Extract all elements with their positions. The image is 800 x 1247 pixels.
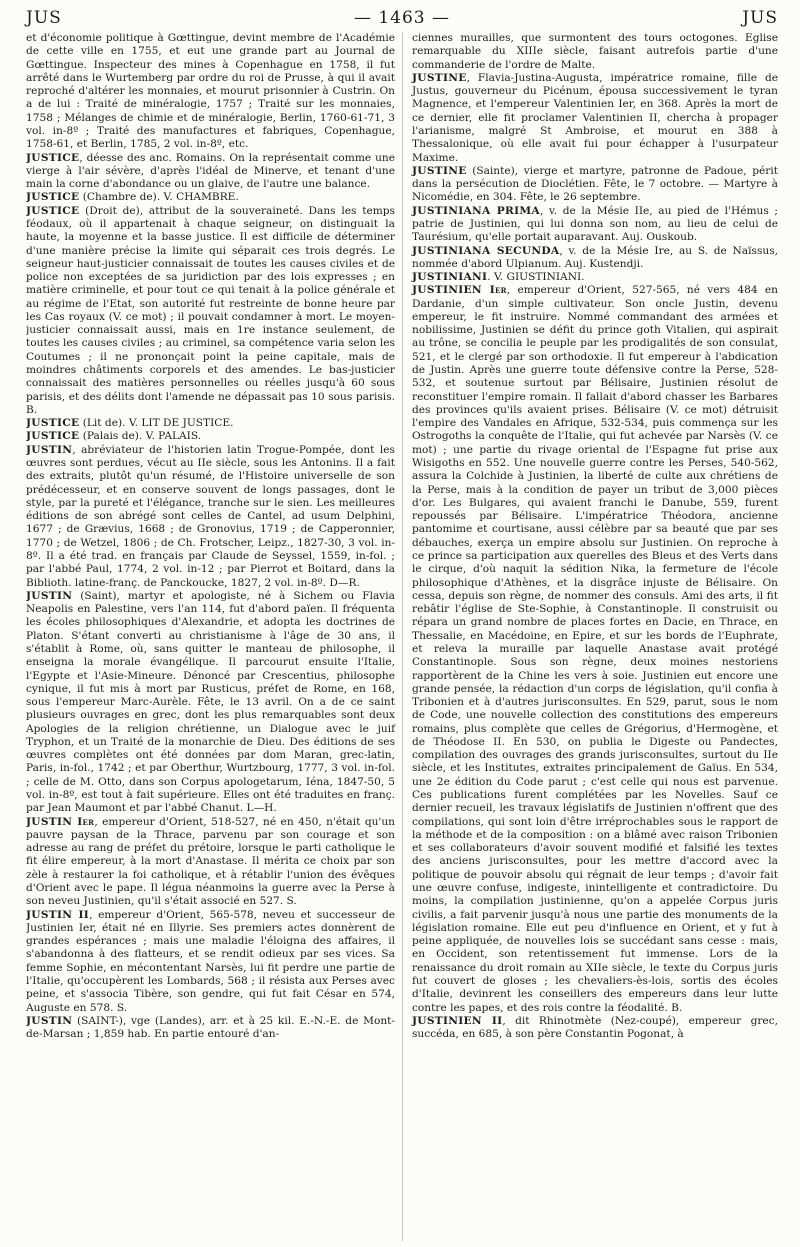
dictionary-entry	[26, 430, 395, 443]
entry-continuation	[412, 32, 778, 72]
dictionary-entry	[412, 245, 778, 272]
entry-text: (Palais de). V. PALAIS.	[79, 430, 202, 443]
dictionary-entry	[412, 72, 778, 165]
running-head-right: JUS	[742, 8, 778, 28]
entry-headword: JUSTICE	[26, 417, 80, 430]
dictionary-entry	[26, 191, 395, 204]
entry-headword: JUSTIN	[26, 589, 73, 602]
entry-headword: JUSTINE	[412, 71, 467, 84]
dictionary-entry	[26, 444, 395, 590]
entry-text: (Lit de). V. LIT DE JUSTICE.	[79, 417, 234, 430]
text-columns	[26, 32, 778, 1241]
entry-headword: JUSTINIEN II	[412, 1014, 503, 1027]
entry-text: ciennes murailles, que surmontent des tours octogones. Eglise remarquable du XIIIe siècle, faisant autrefois partie d'une commanderie de l'ordre de Malte.	[412, 32, 778, 71]
running-head-left: JUS	[26, 8, 62, 28]
entry-text: et d'économie politique à Gœttingue, devint membre de l'Académie de cette ville en 1755, et eut une grande part au Journal de Gœttingue. Inspecteur des mines à Copenhague en 1758, il fut arrêté dans le Wurtemberg par ordre du roi de Prusse, à qui il avait reproché d'altérer les monnaies, et mourut prisonnier à Custrin. On a de lui : Traité de minéralogie, 1757 ; Traité sur les monnaies, 1758 ; Mélanges de chimie et de minéralogie, Berlin, 1760-61-71, 3 vol. in-8º ; Traité des manufactures et fabriques, Copenhague, 1758-61, et Berlin, 1785, 2 vol. in-8º, etc.	[26, 32, 395, 151]
entry-headword: JUSTINE	[412, 164, 467, 177]
entry-headword: JUSTICE	[26, 191, 80, 204]
entry-text: (Chambre de). V. CHAMBRE.	[79, 191, 239, 204]
dictionary-entry	[412, 271, 778, 284]
entry-continuation	[26, 32, 395, 152]
right-column	[402, 32, 778, 1241]
entry-text: (Sainte), vierge et martyre, patronne de Padoue, périt dans la persécution de Dioclétien. Fête, le 7 octobre. — Martyre à Nicomédie, en 304. Fête, le 26 septembre.	[412, 164, 778, 204]
entry-text: , v. de la Mésie Ire, au S. de Naïssus, nommée d'abord Ulpianum. Auj. Kustendji.	[412, 244, 778, 270]
entry-text: , v. de la Mésie IIe, au pied de l'Hémus ; patrie de Justinien, qui lui donna son nom, au lieu de celui de Taurésium, qu'elle portait auparavant. Auj. Ouskoub.	[412, 204, 778, 244]
entry-headword: JUSTINIANA SECUNDA	[412, 244, 560, 257]
page-header	[26, 8, 778, 32]
page-number: — 1463 —	[353, 8, 451, 28]
dictionary-entry	[412, 205, 778, 245]
dictionary-entry	[412, 1015, 778, 1042]
left-column	[26, 32, 402, 1241]
entry-text: , dit Rhinotmète (Nez-coupé), empereur grec, succéda, en 685, à son père Constantin Pogonat, à	[412, 1014, 778, 1041]
entry-text: (Droit de), attribut de la souveraineté. Dans les temps féodaux, où il appartenait à chaque seigneur, on distinguait la haute, la moyenne et la basse justice. Il est difficile de déterminer d'une manière précise la limite qui séparait ces trois degrés. Le seigneur haut-justicier connaissait de toutes les causes civiles et de police non exceptées de sa juridiction par des lois expresses ; en matière criminelle, et pour tout ce qui tenait à la police générale et au régime de l'Etat, son autorité fut restreinte de bonne heure par les Cas royaux (V. ce mot) ; il pouvait condamner à mort. Le moyen-justicier connaissait aussi, mais en 1re instance seulement, de toutes les causes civiles ; au criminel, sa compétence varia selon les Coutumes ; il ne prononçait point la peine capitale, mais de moindres châtiments corporels et des amendes. Le bas-justicier connaissait des matières personnelles ou réelles jusqu'à 60 sous parisis, et des délits dont l'amende ne dépassait pas 10 sous parisis. B.	[26, 204, 395, 416]
dictionary-entry	[412, 165, 778, 205]
entry-headword: JUSTIN	[26, 443, 73, 456]
entry-headword: JUSTICE	[26, 430, 80, 443]
entry-headword: JUSTIN Ier	[26, 815, 95, 828]
entry-headword: JUSTINIEN Ier	[412, 284, 507, 297]
entry-text: , empereur d'Orient, 527-565, né vers 484 en Dardanie, d'un simple cultivateur. Son oncle Justin, devenu empereur, le fit instruire. Nommé commandant des armées et nobilissime, Justinien se défit du prince goth Vitalien, qui aspirait au trône, se concilia le peuple par les prodigalités de son consulat, 521, et le clergé par son orthodoxie. Il fut empereur à l'abdication de Justin. Après une guerre toute défensive contre la Perse, 528-532, et soutenue surtout par Bélisaire, Justinien résolut de reconstituer l'empire romain. Il fallait d'abord chasser les Barbares des provinces qu'ils avaient prises. Bélisaire (V. ce mot) détruisit l'empire des Vandales en Afrique, 532-534, puis commença sur les Ostrogoths la conquête de l'Italie, qui fut achevée par Narsès (V. ce mot) ; une partie du rivage oriental de l'Espagne fut prise aux Wisigoths en 552. Une nouvelle guerre contre les Perses, 540-562, assura la Colchide à Justinien, la liberté de culte aux chrétiens de la Perse, mais à la condition de payer un tribut de 3,000 pièces d'or. Les Bulgares, qui avaient franchi le Danube, 559, furent repoussés par Bélisaire. L'impératrice Théodora, ancienne pantomime et courtisane, aussi célèbre par sa beauté que par ses débauches, exerça un empire absolu sur Justinien. On reproche à ce prince sa participation aux querelles des Bleus et des Verts dans le cirque, d'où naquit la sédition Nika, la fermeture de l'école philosophique d'Athènes, et la disgrâce injuste de Bélisaire. On cessa, depuis son règne, de nommer des consuls. Ami des arts, il fit rebâtir l'église de Ste-Sophie, à Constantinople. Il construisit ou répara un grand nombre de places fortes en Dacie, en Thrace, en Thessalie, en Macédoine, en Epire, et sur les bords de l'Euphrate, et releva la muraille par laquelle Anastase avait protégé Constantinople. Sous son règne, deux moines nestoriens rapportèrent de la Chine les vers à soie. Justinien eut encore une grande pensée, la rédaction d'un corps de législation, qu'il confia à Tribonien et à d'autres jurisconsultes. En 529, parut, sous le nom de Code, une nouvelle collection des constitutions des empereurs romains, plus complète que celles de Grégorius, d'Hermogène, et de Théodose II. En 530, on publia le Digeste ou Pandectes, compilation des ouvrages des grands jurisconsultes, surtout du IIe siècle, et les Institutes, extraites principalement de Gaïus. En 534, une 2e édition du Code parut ; c'est celle qui nous est parvenue. Ces publications furent complétées par les Novelles. Sauf ce dernier recueil, les travaux législatifs de Justinien n'offrent que des compilations, qui sont loin d'être irréprochables sous le rapport de la méthode et de la composition : on a blâmé avec raison Tribonien et ses collaborateurs d'avoir souvent modifié et falsifié les textes des anciens jurisconsultes, pour les mettre d'accord avec la politique de pouvoir absolu qui régnait de leur temps ; d'avoir fait une œuvre confuse, indigeste, inintelligente et contradictoire. Du moins, la compilation justinienne, qu'on a appelée Corpus juris civilis, a fait parvenir jusqu'à nous une partie des monuments de la législation romaine. Elle eut peu d'influence en Orient, et y fut à peine appliquée, de nouvelles lois se succédant sans cesse : mais, en Occident, son retentissement fut immense. Lors de la renaissance du droit romain au XIIe siècle, le texte du Corpus juris fut couvert de gloses ; les chevaliers-ès-lois, sortis des écoles d'Italie, devinrent les conseillers des empereurs dans leur lutte contre les papes, et des rois contre la féodalité. B.	[412, 284, 778, 1014]
dictionary-entry	[26, 909, 395, 1015]
entry-headword: JUSTINIANI	[412, 271, 488, 284]
entry-headword: JUSTINIANA PRIMA	[412, 204, 540, 217]
entry-text: . V. GIUSTINIANI.	[487, 271, 585, 284]
entry-headword: JUSTICE	[26, 204, 80, 217]
entry-text: (SAINT-), vge (Landes), arr. et à 25 kil. E.-N.-E. de Mont-de-Marsan ; 1,859 hab. En partie entouré d'an-	[26, 1014, 395, 1041]
entry-text: (Saint), martyr et apologiste, né à Sichem ou Flavia Neapolis en Palestine, vers l'an 114, fut d'abord païen. Il fréquenta les écoles philosophiques d'Alexandrie, et adopta les doctrines de Platon. S'étant converti au christianisme à l'âge de 30 ans, il s'établit à Rome, où, sans quitter le manteau de philosophe, il enseigna la morale évangélique. Il parcourut ensuite l'Italie, l'Egypte et l'Asie-Mineure. Dénoncé par Crescentius, philosophe cynique, il fut mis à mort par Rusticus, préfet de Rome, en 168, sous l'empereur Marc-Aurèle. Fête, le 13 avril. On a de ce saint plusieurs ouvrages en grec, dont les plus remarquables sont deux Apologies de la religion chrétienne, un Dialogue avec le juif Tryphon, et un Traité de la monarchie de Dieu. Des éditions de ses œuvres complètes ont été données par dom Maran, grec-latin, Paris, in-fol., 1742 ; et par Oberthur, Wurtzbourg, 1777, 3 vol. in-fol. ; celle de M. Otto, dans son Corpus apologetarum, Iéna, 1847-50, 5 vol. in-8º, est tout à fait supérieure. Elles ont été traduites en franç. par Jean Maumont et par l'abbé Chanut. L—H.	[26, 589, 395, 815]
entry-headword: JUSTIN II	[26, 908, 90, 921]
dictionary-entry	[26, 152, 395, 192]
dictionary-entry	[26, 1015, 395, 1042]
dictionary-entry	[26, 205, 395, 418]
entry-text: , déesse des anc. Romains. On la représentait comme une vierge à l'air sévère, d'après l'idéal de Minerve, et tenant d'une main la corne d'abondance ou un glaive, de l'autre une balance.	[26, 151, 395, 191]
dictionary-entry	[26, 417, 395, 430]
dictionary-entry	[26, 816, 395, 909]
dictionary-entry	[26, 590, 395, 816]
entry-text: , empereur d'Orient, 518-527, né en 450, n'était qu'un pauvre paysan de la Thrace, parvenu par son courage et son adresse au rang de préfet du prétoire, lorsque le parti catholique le fit élire empereur, à la mort d'Anastase. Il mérita ce choix par son zèle à restaurer la foi catholique, et à rétablir l'union des évêques d'Orient avec le pape. Il légua néanmoins la guerre avec la Perse à son neveu Justinien, qu'il s'était associé en 527. S.	[26, 815, 395, 908]
entry-text: , abréviateur de l'historien latin Trogue-Pompée, dont les œuvres sont perdues, vécut au IIe siècle, sous les Antonins. Il a fait des extraits, plutôt qu'un résumé, de l'Histoire universelle de son prédécesseur, et en conserve souvent de longs passages, dont le style, par la pureté et l'élégance, tranche sur le sien. Les meilleures éditions de son abrégé sont celles de Cantel, ad usum Delphini, 1677 ; de Grævius, 1668 ; de Gronovius, 1719 ; de Capperonnier, 1770 ; de Wetzel, 1806 ; de Ch. Frotscher, Leipz., 1827-30, 3 vol. in-8º. Il a été trad. en français par Claude de Seyssel, 1559, in-fol. ; par l'abbé Paul, 1774, 2 vol. in-12 ; par Pierrot et Boitard, dans la Biblioth. latine-franç. de Panckoucke, 1827, 2 vol. in-8º. D—R.	[26, 443, 395, 589]
entry-text: , empereur d'Orient, 565-578, neveu et successeur de Justinien Ier, était né en Illyrie. Ses premiers actes donnèrent de grandes espérances ; mais une maladie l'éloigna des affaires, il s'abandonna à des flatteurs, et se rendit odieux par ses vices. Sa femme Sophie, en mécontentant Narsès, lui fit perdre une partie de l'Italie, qu'occupèrent les Lombards, 568 ; il résista aux Perses avec peine, et s'associa Tibère, son gendre, qui fut fait César en 574, Auguste en 578. S.	[26, 908, 395, 1014]
entry-headword: JUSTICE	[26, 151, 80, 164]
dictionary-entry	[412, 284, 778, 1014]
entry-headword: JUSTIN	[26, 1014, 73, 1027]
entry-text: , Flavia-Justina-Augusta, impératrice romaine, fille de Justus, gouverneur du Picénum, épousa successivement le tyran Magnence, et l'empereur Valentinien Ier, en 368. Après la mort de ce dernier, elle fit proclamer Valentinien II, chercha à propager l'arianisme, malgré St Ambroise, et mourut en 388 à Thessalonique, où elle avait fui pour échapper à l'usurpateur Maxime.	[412, 71, 778, 164]
